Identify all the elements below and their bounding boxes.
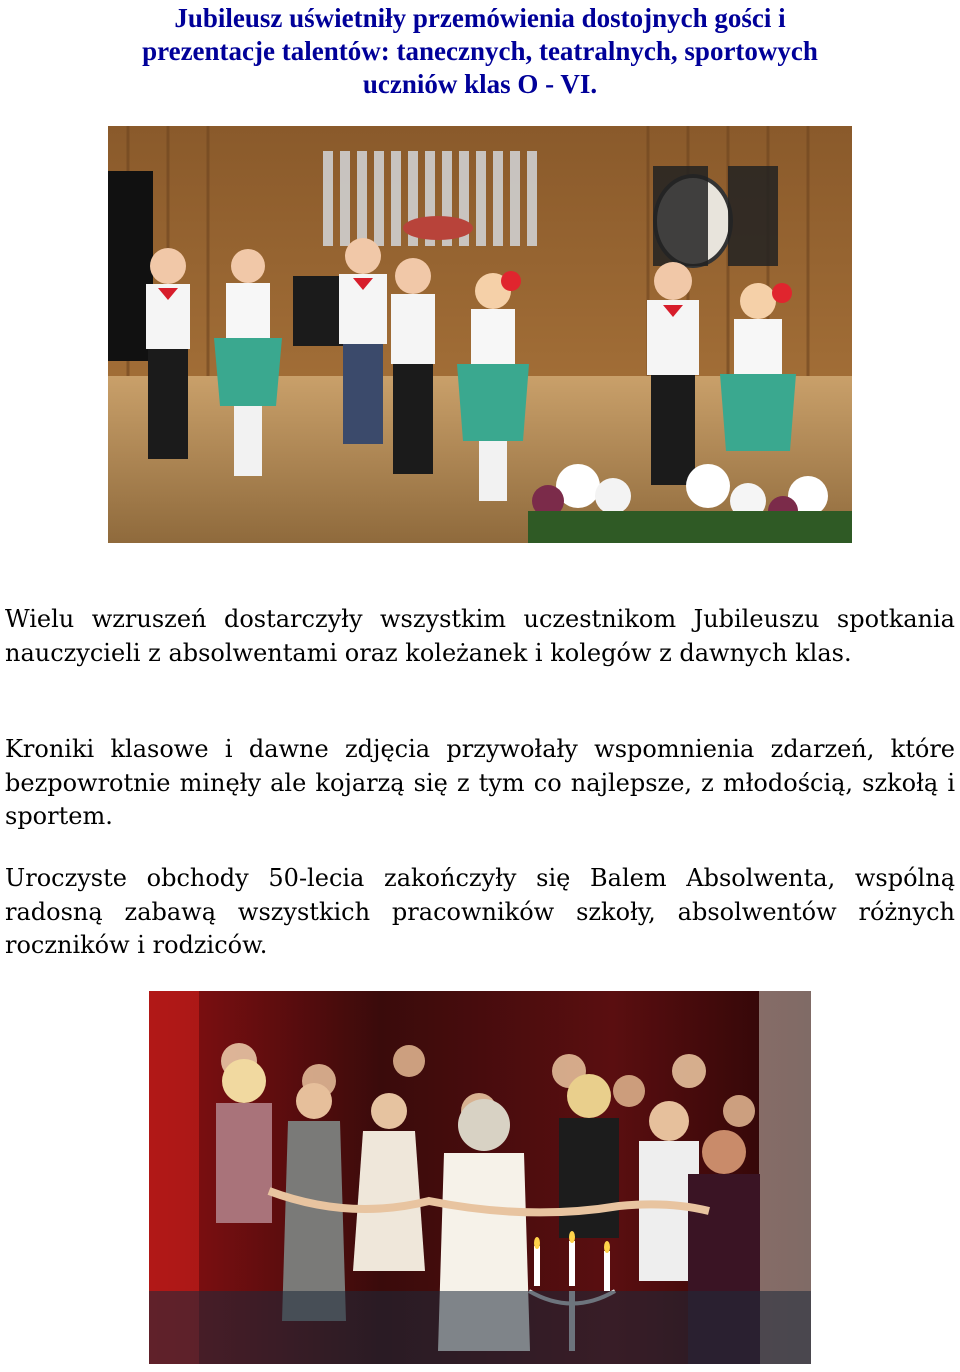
paragraph-meetings: Wielu wzruszeń dostarczyły wszystkim uczestnikom Jubileuszu spotkania nauczycieli z absolwentami oraz koleżanek i kolegów z dawnych klas. — [5, 605, 955, 667]
paragraph-chronicles: Kroniki klasowe i dawne zdjęcia przywołały wspomnienia zdarzeń, które bezpowrotnie minęły ale kojarzą się z tym co najlepsze, z młodością, szkołą i sportem. — [5, 735, 955, 830]
heading-line-3: uczniów klas O - VI. — [362, 69, 598, 99]
photo-graduates-ball — [149, 991, 811, 1364]
heading-line-1: Jubileusz uświetniły przemówienia dostojnych gości i — [174, 3, 786, 33]
photo-graduates-ball-image — [149, 991, 811, 1364]
photo-stage-dance — [108, 126, 852, 543]
paragraph-ball: Uroczyste obchody 50-lecia zakończyły się Balem Absolwenta, wspólną radosną zabawą wszystkich pracowników szkoły, absolwentów różnych roczników i rodziców. — [5, 864, 955, 959]
photo-stage-dance-image — [108, 126, 852, 543]
heading-line-2: prezentacje talentów: tanecznych, teatralnych, sportowych — [142, 36, 818, 66]
page-heading — [0, 2, 960, 101]
